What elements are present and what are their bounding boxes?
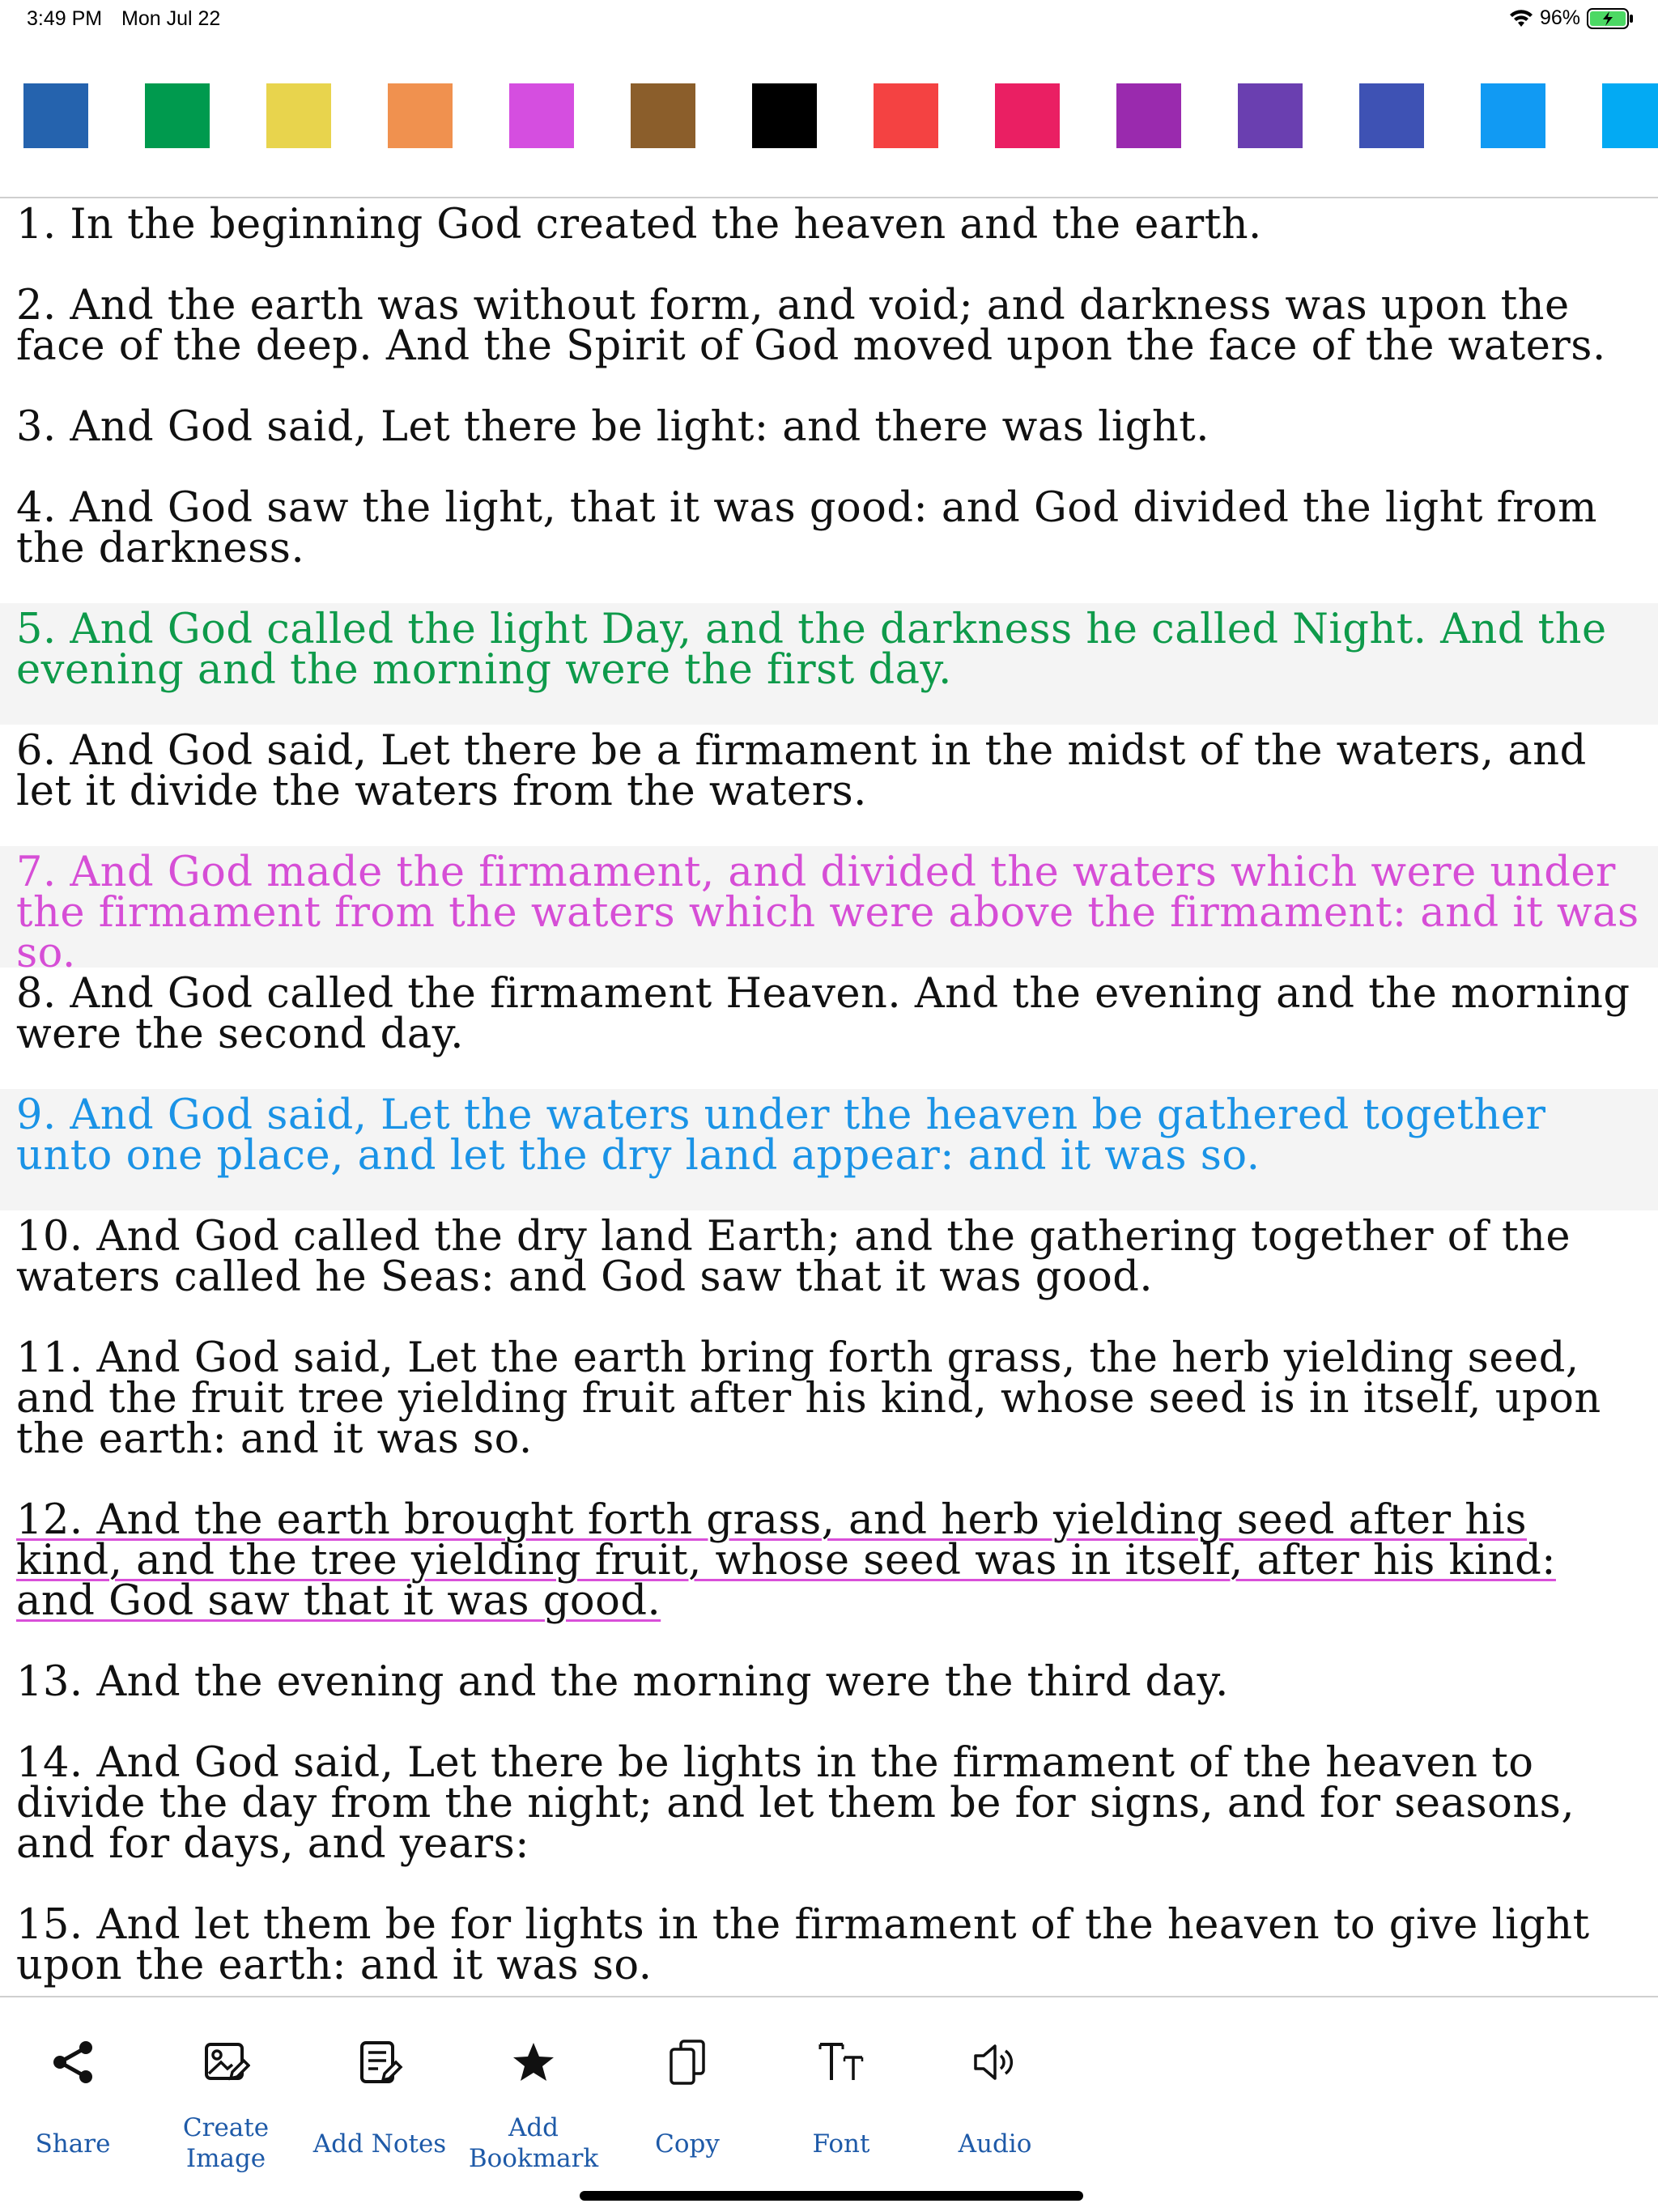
highlight-color-palette bbox=[0, 83, 1658, 148]
color-swatch-yellow[interactable] bbox=[266, 83, 331, 148]
notes-icon bbox=[355, 2038, 404, 2087]
home-indicator bbox=[580, 2191, 1083, 2201]
battery-charging-icon bbox=[1587, 7, 1634, 30]
status-time: 3:49 PM bbox=[27, 7, 103, 30]
status-date: Mon Jul 22 bbox=[121, 7, 221, 30]
share-icon bbox=[49, 2038, 97, 2087]
verse-15[interactable] bbox=[0, 1899, 1658, 1996]
star-icon bbox=[509, 2038, 558, 2087]
text-size-icon bbox=[817, 2038, 865, 2087]
color-swatch-pink[interactable] bbox=[995, 83, 1060, 148]
copy-icon bbox=[663, 2038, 712, 2087]
verse-1[interactable] bbox=[0, 198, 1658, 279]
add-notes-label: Add Notes bbox=[312, 2129, 447, 2159]
verse-6[interactable] bbox=[0, 725, 1658, 846]
copy-label: Copy bbox=[655, 2129, 720, 2159]
verse-text: 12. And the earth brought forth grass, and herb yielding seed after his kind, and the tree yielding fruit, whose seed was in itself, after his kind: and God saw that it was good. bbox=[16, 1496, 1556, 1625]
speaker-icon bbox=[971, 2038, 1019, 2087]
verse-text: 1. In the beginning God created the heaven and the earth. bbox=[16, 201, 1262, 249]
color-swatch-deep-purple[interactable] bbox=[1238, 83, 1303, 148]
verse-13[interactable] bbox=[0, 1656, 1658, 1737]
battery-percent: 96% bbox=[1539, 6, 1580, 29]
verse-text: 5. And God called the light Day, and the darkness he called Night. And the evening and the morning were the first day. bbox=[16, 606, 1607, 694]
verse-list[interactable] bbox=[0, 198, 1658, 1996]
create-image-button[interactable] bbox=[149, 1997, 303, 2192]
image-edit-icon bbox=[202, 2038, 250, 2087]
verse-text: 13. And the evening and the morning were the third day. bbox=[16, 1658, 1229, 1706]
add-bookmark-button[interactable] bbox=[457, 1997, 610, 2192]
audio-label: Audio bbox=[958, 2129, 1032, 2159]
verse-5[interactable] bbox=[0, 603, 1658, 725]
verse-text: 8. And God called the firmament Heaven. And the evening and the morning were the second day. bbox=[16, 970, 1630, 1058]
verse-9[interactable] bbox=[0, 1089, 1658, 1210]
add-notes-button[interactable] bbox=[303, 1997, 457, 2192]
action-toolbar bbox=[0, 1997, 1658, 2212]
verse-12[interactable] bbox=[0, 1494, 1658, 1656]
verse-3[interactable] bbox=[0, 401, 1658, 482]
color-swatch-blue[interactable] bbox=[23, 83, 88, 148]
audio-button[interactable] bbox=[918, 1997, 1072, 2192]
verse-text: 4. And God saw the light, that it was good: and God divided the light from the darkness. bbox=[16, 484, 1597, 572]
copy-button[interactable] bbox=[610, 1997, 764, 2192]
color-swatch-black[interactable] bbox=[752, 83, 817, 148]
color-swatch-green[interactable] bbox=[145, 83, 210, 148]
share-button[interactable] bbox=[0, 1997, 150, 2192]
status-indicators bbox=[1509, 6, 1634, 30]
verse-text: 6. And God said, Let there be a firmament in the midst of the waters, and let it divide the waters from the waters. bbox=[16, 727, 1587, 815]
verse-text: 2. And the earth was without form, and void; and darkness was upon the face of the deep. And the Spirit of God moved upon the face of the waters. bbox=[16, 282, 1606, 370]
verse-10[interactable] bbox=[0, 1210, 1658, 1332]
verse-text: 11. And God said, Let the earth bring forth grass, the herb yielding seed, and the fruit tree yielding fruit after his kind, whose seed is in itself, upon the earth: and it was so. bbox=[16, 1334, 1601, 1463]
color-swatch-red[interactable] bbox=[874, 83, 938, 148]
verse-text: 15. And let them be for lights in the firmament of the heaven to give light upon the earth: and it was so. bbox=[16, 1901, 1590, 1989]
verse-14[interactable] bbox=[0, 1737, 1658, 1899]
color-swatch-magenta[interactable] bbox=[509, 83, 574, 148]
verse-4[interactable] bbox=[0, 482, 1658, 603]
color-swatch-light-blue[interactable] bbox=[1602, 83, 1658, 148]
verse-2[interactable] bbox=[0, 279, 1658, 401]
share-label: Share bbox=[35, 2129, 111, 2159]
verse-11[interactable] bbox=[0, 1332, 1658, 1494]
font-label: Font bbox=[812, 2129, 870, 2159]
verse-text: 9. And God said, Let the waters under the heaven be gathered together unto one place, and let the dry land appear: and it was so. bbox=[16, 1091, 1546, 1180]
font-button[interactable] bbox=[764, 1997, 918, 2192]
color-swatch-indigo[interactable] bbox=[1359, 83, 1424, 148]
verse-8[interactable] bbox=[0, 968, 1658, 1089]
status-bar bbox=[0, 0, 1658, 39]
add-bookmark-label: Add Bookmark bbox=[468, 2113, 599, 2173]
color-swatch-sky-blue[interactable] bbox=[1481, 83, 1545, 148]
color-swatch-purple[interactable] bbox=[1116, 83, 1181, 148]
wifi-icon bbox=[1509, 9, 1533, 28]
color-swatch-orange[interactable] bbox=[388, 83, 453, 148]
verse-text: 14. And God said, Let there be lights in the firmament of the heaven to divide the day from the night; and let them be for signs, and for seasons, and for days, and years: bbox=[16, 1739, 1575, 1868]
color-swatch-brown[interactable] bbox=[631, 83, 695, 148]
verse-text: 3. And God said, Let there be light: and there was light. bbox=[16, 403, 1209, 451]
verse-text: 10. And God called the dry land Earth; and the gathering together of the waters called he Seas: and God saw that it was good. bbox=[16, 1213, 1571, 1301]
create-image-label: Create Image bbox=[182, 2113, 270, 2173]
verse-7[interactable] bbox=[0, 846, 1658, 977]
verse-text: 7. And God made the firmament, and divided the waters which were under the firmament from the waters which were above the firmament: and it was so. bbox=[16, 849, 1639, 977]
